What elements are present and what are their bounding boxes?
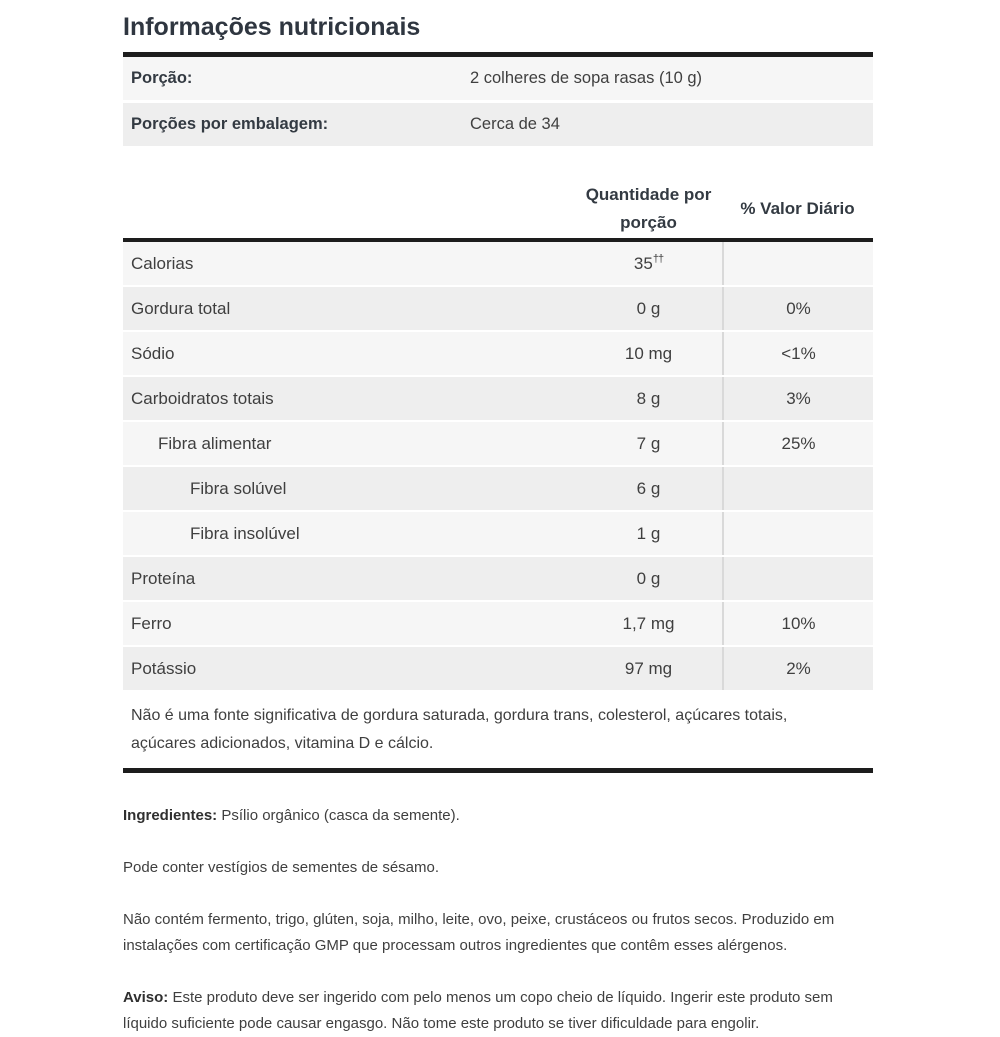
nutrient-daily-value: 3% bbox=[722, 377, 873, 420]
nutrient-label: Potássio bbox=[123, 647, 575, 690]
table-row-soluble-fiber bbox=[123, 467, 873, 510]
nutrient-amount: 35 †† bbox=[575, 242, 722, 285]
warning-label: Aviso: bbox=[123, 989, 169, 1006]
nutrient-label: Proteína bbox=[123, 557, 575, 600]
table-row-protein bbox=[123, 557, 873, 600]
nutrient-daily-value: 10% bbox=[722, 602, 873, 645]
nutrition-panel bbox=[123, 0, 873, 1037]
column-headers bbox=[123, 180, 873, 238]
nutrient-daily-value: 2% bbox=[722, 647, 873, 690]
nutrition-table bbox=[123, 180, 873, 773]
table-row-total-carbs bbox=[123, 377, 873, 420]
nutrient-label: Fibra solúvel bbox=[123, 467, 575, 510]
nutrient-daily-value: <1% bbox=[722, 332, 873, 375]
table-row-insoluble-fiber bbox=[123, 512, 873, 555]
nutrient-amount: 7 g bbox=[575, 422, 722, 465]
servings-per-container-label: Porções por embalagem: bbox=[131, 115, 329, 133]
nutrient-rows bbox=[123, 242, 873, 690]
nutrient-label: Carboidratos totais bbox=[123, 377, 575, 420]
table-row-dietary-fiber bbox=[123, 422, 873, 465]
ingredients-paragraph: Ingredientes: Psílio orgânico (casca da semente). bbox=[123, 807, 460, 824]
traces-paragraph: Pode conter vestígios de sementes de sésamo. bbox=[123, 859, 440, 876]
nutrient-amount: 1,7 mg bbox=[575, 602, 722, 645]
nutrient-daily-value bbox=[722, 557, 873, 600]
nutrient-amount: 97 mg bbox=[575, 647, 722, 690]
table-row-calories bbox=[123, 242, 873, 285]
nutrient-label: Fibra alimentar bbox=[123, 422, 575, 465]
allergen-paragraph: Não contém fermento, trigo, glúten, soja, milho, leite, ovo, peixe, crustáceos ou frutos secos. Produzido em instalações com certificação GMP que processam outros ingredientes que contêm esses alérgenos. bbox=[123, 911, 835, 954]
column-header-daily-value: % Valor Diário bbox=[740, 199, 855, 218]
nutrient-amount: 0 g bbox=[575, 287, 722, 330]
significance-footnote: Não é uma fonte significativa de gordura saturada, gordura trans, colesterol, açúcares totais, açúcares adicionados, vitamina D e cálcio. bbox=[131, 707, 788, 752]
serving-size-label: Porção: bbox=[131, 69, 193, 87]
bottom-divider bbox=[123, 768, 873, 773]
nutrient-amount: 0 g bbox=[575, 557, 722, 600]
serving-size-value: 2 colheres de sopa rasas (10 g) bbox=[470, 69, 703, 87]
table-row-total-fat bbox=[123, 287, 873, 330]
servings-per-container-value: Cerca de 34 bbox=[470, 115, 560, 133]
nutrient-daily-value: 25% bbox=[722, 422, 873, 465]
info-paragraphs bbox=[123, 803, 873, 1037]
column-header-amount: Quantidade por porção bbox=[585, 185, 712, 232]
nutrient-daily-value bbox=[722, 467, 873, 510]
nutrient-daily-value bbox=[722, 242, 873, 285]
nutrient-label: Fibra insolúvel bbox=[123, 512, 575, 555]
serving-info-table bbox=[123, 57, 873, 146]
footnote-marker: †† bbox=[652, 252, 664, 265]
nutrient-amount: 1 g bbox=[575, 512, 722, 555]
nutrient-label: Gordura total bbox=[123, 287, 575, 330]
serving-row bbox=[123, 57, 873, 100]
nutrient-label: Sódio bbox=[123, 332, 575, 375]
nutrient-daily-value: 0% bbox=[722, 287, 873, 330]
nutrient-label: Calorias bbox=[123, 242, 575, 285]
nutrient-amount: 8 g bbox=[575, 377, 722, 420]
nutrient-label: Ferro bbox=[123, 602, 575, 645]
table-row-potassium bbox=[123, 647, 873, 690]
serving-row bbox=[123, 103, 873, 146]
ingredients-label: Ingredientes: bbox=[123, 807, 218, 824]
warning-paragraph: Aviso: Este produto deve ser ingerido com pelo menos um copo cheio de líquido. Ingerir este produto sem líquido suficiente pode causar engasgo. Não tome este produto se tiver dificuldade para engolir. bbox=[123, 989, 833, 1032]
table-row-iron bbox=[123, 602, 873, 645]
nutrient-amount: 10 mg bbox=[575, 332, 722, 375]
nutrient-daily-value bbox=[722, 512, 873, 555]
table-row-sodium bbox=[123, 332, 873, 375]
page-title: Informações nutricionais bbox=[123, 13, 421, 41]
nutrient-amount: 6 g bbox=[575, 467, 722, 510]
